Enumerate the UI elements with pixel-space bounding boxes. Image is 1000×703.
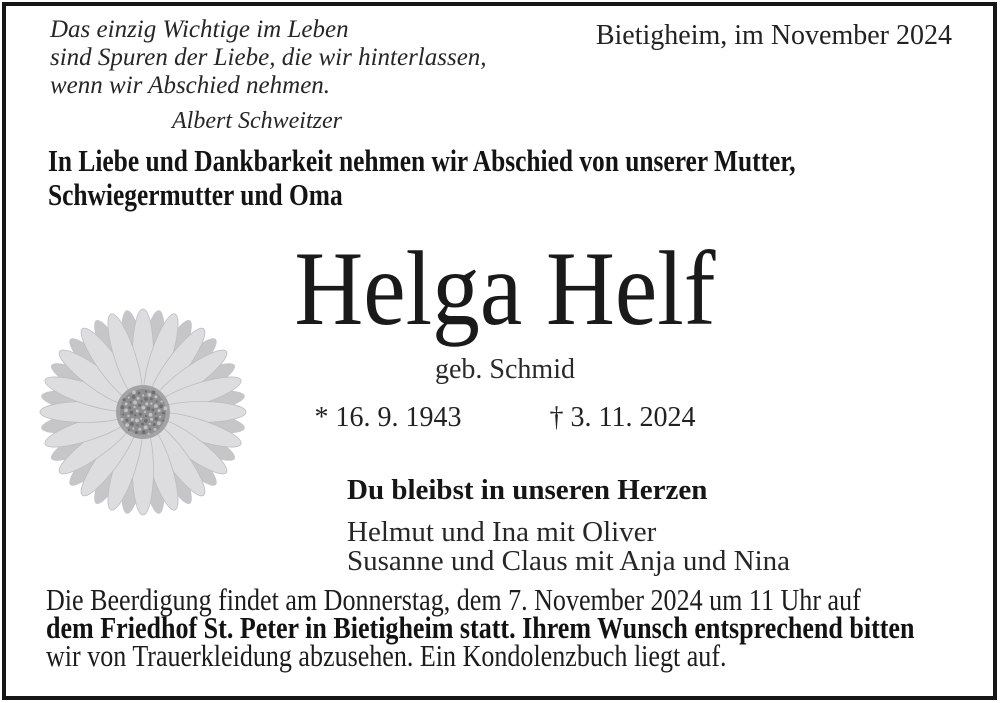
mourners-line: Helmut und Ina mit Oliver	[347, 516, 657, 548]
memorial-quote	[50, 16, 487, 135]
intro-line: Schwiegermutter und Oma	[48, 177, 343, 212]
quote-attribution: Albert Schweitzer	[172, 108, 342, 134]
intro-line: In Liebe und Dankbarkeit nehmen wir Abschied von unserer Mutter,	[48, 143, 796, 178]
quote-line: wenn wir Abschied nehmen.	[50, 72, 331, 99]
funeral-line: wir von Trauerkleidung abzusehen. Ein Kondolenzbuch liegt auf.	[46, 638, 727, 673]
death-date: † 3. 11. 2024	[549, 402, 696, 433]
quote-line: sind Spuren der Liebe, die wir hinterlassen,	[50, 44, 487, 71]
deceased-name: Helga Helf	[294, 230, 716, 347]
mourners-list	[347, 518, 790, 575]
funeral-line: Die Beerdigung findet am Donnerstag, dem 7. November 2024 um 11 Uhr auf	[46, 582, 861, 617]
place-dateline: Bietigheim, im November 2024	[595, 20, 952, 51]
farewell-line: Du bleibst in unseren Herzen	[347, 474, 708, 506]
intro-text	[48, 144, 796, 212]
funeral-details	[46, 582, 915, 673]
maiden-name: geb. Schmid	[435, 354, 575, 385]
life-dates-row	[10, 402, 1000, 434]
mourners-line: Susanne und Claus mit Anja und Nina	[347, 544, 791, 577]
quote-line: Das einzig Wichtige im Leben	[50, 16, 349, 43]
funeral-line-bold: dem Friedhof St. Peter in Bietigheim statt. Ihrem Wunsch entsprechend bitten	[46, 610, 915, 645]
birth-date: * 16. 9. 1943	[314, 402, 462, 433]
deceased-name-row	[10, 230, 1000, 347]
